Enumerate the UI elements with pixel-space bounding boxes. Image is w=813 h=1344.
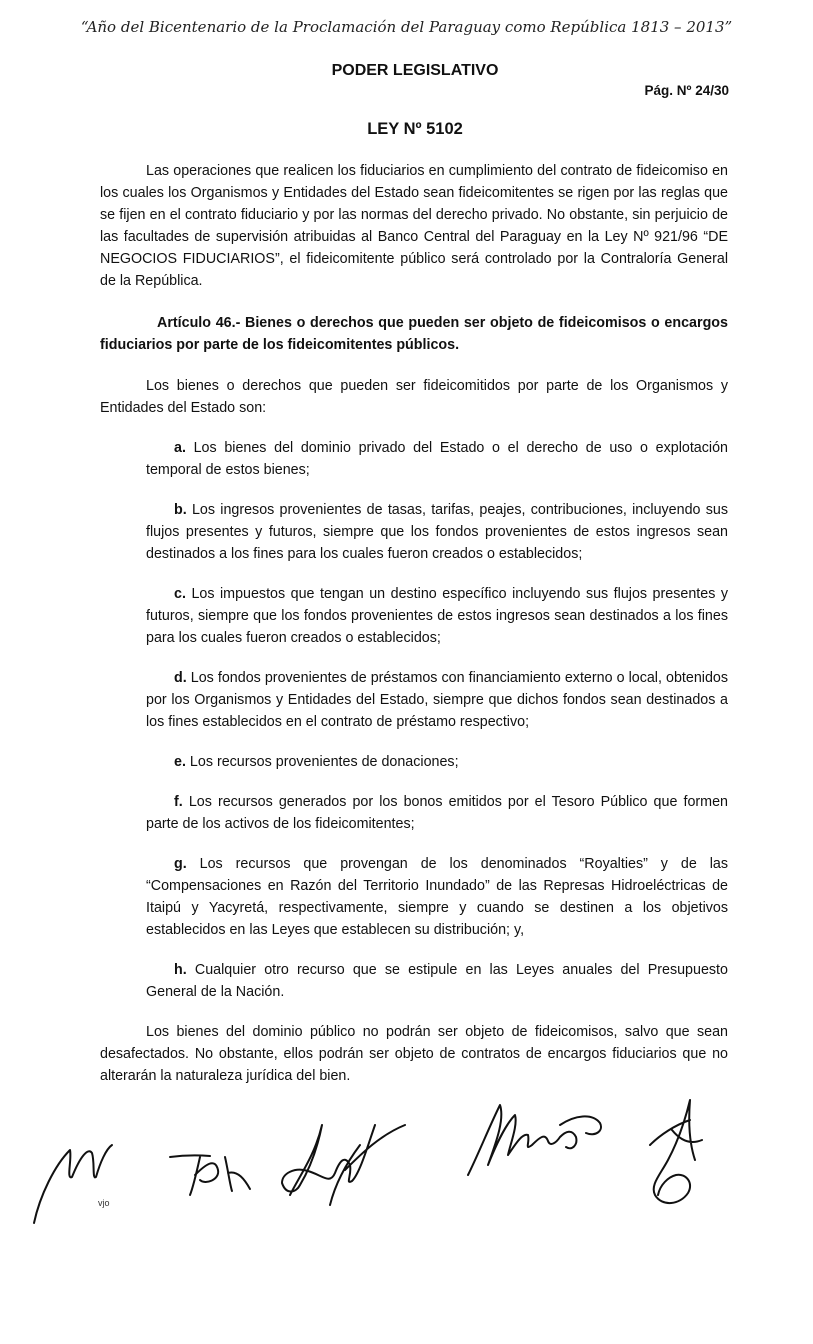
item-text: Los impuestos que tengan un destino específico incluyendo sus flujos presentes y futuros, siempre que los fondos provenientes de estos ingresos sean destinados a los fines para los cuales fueron creados o establecidos; xyxy=(146,586,728,646)
signature-1 xyxy=(34,1145,112,1223)
page-number: Pág. Nº 24/30 xyxy=(644,83,729,98)
item-letter: d. xyxy=(174,670,187,686)
document-body xyxy=(100,160,728,1087)
law-title: LEY Nº 5102 xyxy=(367,120,463,138)
list-item xyxy=(146,751,728,773)
list-item xyxy=(146,667,728,733)
item-text: Cualquier otro recurso que se estipule en las Leyes anuales del Presupuesto General de la Nación. xyxy=(146,962,728,1000)
motto-header: “Año del Bicentenario de la Proclamación del Paraguay como República 1813 – 2013” xyxy=(80,18,733,36)
item-letter: f. xyxy=(174,794,183,810)
item-letter: b. xyxy=(174,502,187,518)
item-letter: g. xyxy=(174,856,187,872)
item-text: Los recursos generados por los bonos emitidos por el Tesoro Público que formen parte de los activos de los fideicomitentes; xyxy=(146,794,728,832)
list-item xyxy=(146,583,728,649)
list-item xyxy=(146,499,728,565)
item-letter: h. xyxy=(174,962,187,978)
list-item xyxy=(146,791,728,835)
signature-3 xyxy=(282,1125,405,1205)
list-item xyxy=(146,959,728,1003)
institution-title: PODER LEGISLATIVO xyxy=(331,62,499,79)
signature-5 xyxy=(650,1100,702,1203)
typist-initials: vjo xyxy=(98,1198,110,1208)
paragraph-fiduciary-operations: Las operaciones que realicen los fiduciarios en cumplimiento del contrato de fideicomiso en los cuales los Organismos y Entidades del Estado sean fideicomitentes se rigen por las reglas que se fijen en el contrato fiduciario y por las normas del derecho privado. No obstante, sin perjuicio de las facultades de supervisión atribuidas al Banco Central del Paraguay en la Ley Nº 921/96 “DE NEGOCIOS FIDUCIARIOS”, el fideicomitente público será controlado por la Contraloría General de la República. xyxy=(100,163,728,289)
item-text: Los recursos provenientes de donaciones; xyxy=(189,754,459,770)
item-letter: c. xyxy=(174,586,186,602)
item-text: Los ingresos provenientes de tasas, tarifas, peajes, contribuciones, incluyendo sus flujos presentes y futuros, siempre que los fondos provenientes de estos ingresos sean destinados a los fines para los cuales fueron creados o establecidos; xyxy=(146,502,728,562)
closing-paragraph: Los bienes del dominio público no podrán ser objeto de fideicomisos, salvo que sean desafectados. No obstante, ellos podrán ser objeto de contratos de encargos fiduciarios que no alterarán la naturaleza jurídica del bien. xyxy=(100,1024,728,1084)
signatures xyxy=(0,1085,813,1235)
item-letter: e. xyxy=(174,754,186,770)
item-text: Los fondos provenientes de préstamos con financiamiento externo o local, obtenidos por los Organismos y Entidades del Estado, siempre que dichos fondos sean destinados a los fines establecidos en el contrato de préstamo respectivo; xyxy=(146,670,729,730)
list-item xyxy=(146,437,728,481)
list-item xyxy=(146,853,728,941)
article-intro: Los bienes o derechos que pueden ser fideicomitidos por parte de los Organismos y Entidades del Estado son: xyxy=(100,378,728,416)
item-letter: a. xyxy=(174,440,186,456)
signature-4 xyxy=(468,1105,601,1175)
item-text: Los recursos que provengan de los denominados “Royalties” y de las “Compensaciones en Razón del Territorio Inundado” de las Represas Hidroeléctricas de Itaipú y Yacyretá, respectivamente, siempre y cuando se destinen a los objetivos establecidos en las Leyes que establecen su distribución; y, xyxy=(146,856,728,938)
item-text: Los bienes del dominio privado del Estado o el derecho de uso o explotación temporal de estos bienes; xyxy=(146,440,728,478)
article-46-heading: Artículo 46.- Bienes o derechos que pueden ser objeto de fideicomisos o encargos fiduciarios por parte de los fideicomitentes públicos. xyxy=(100,315,728,353)
signature-2 xyxy=(170,1155,250,1195)
